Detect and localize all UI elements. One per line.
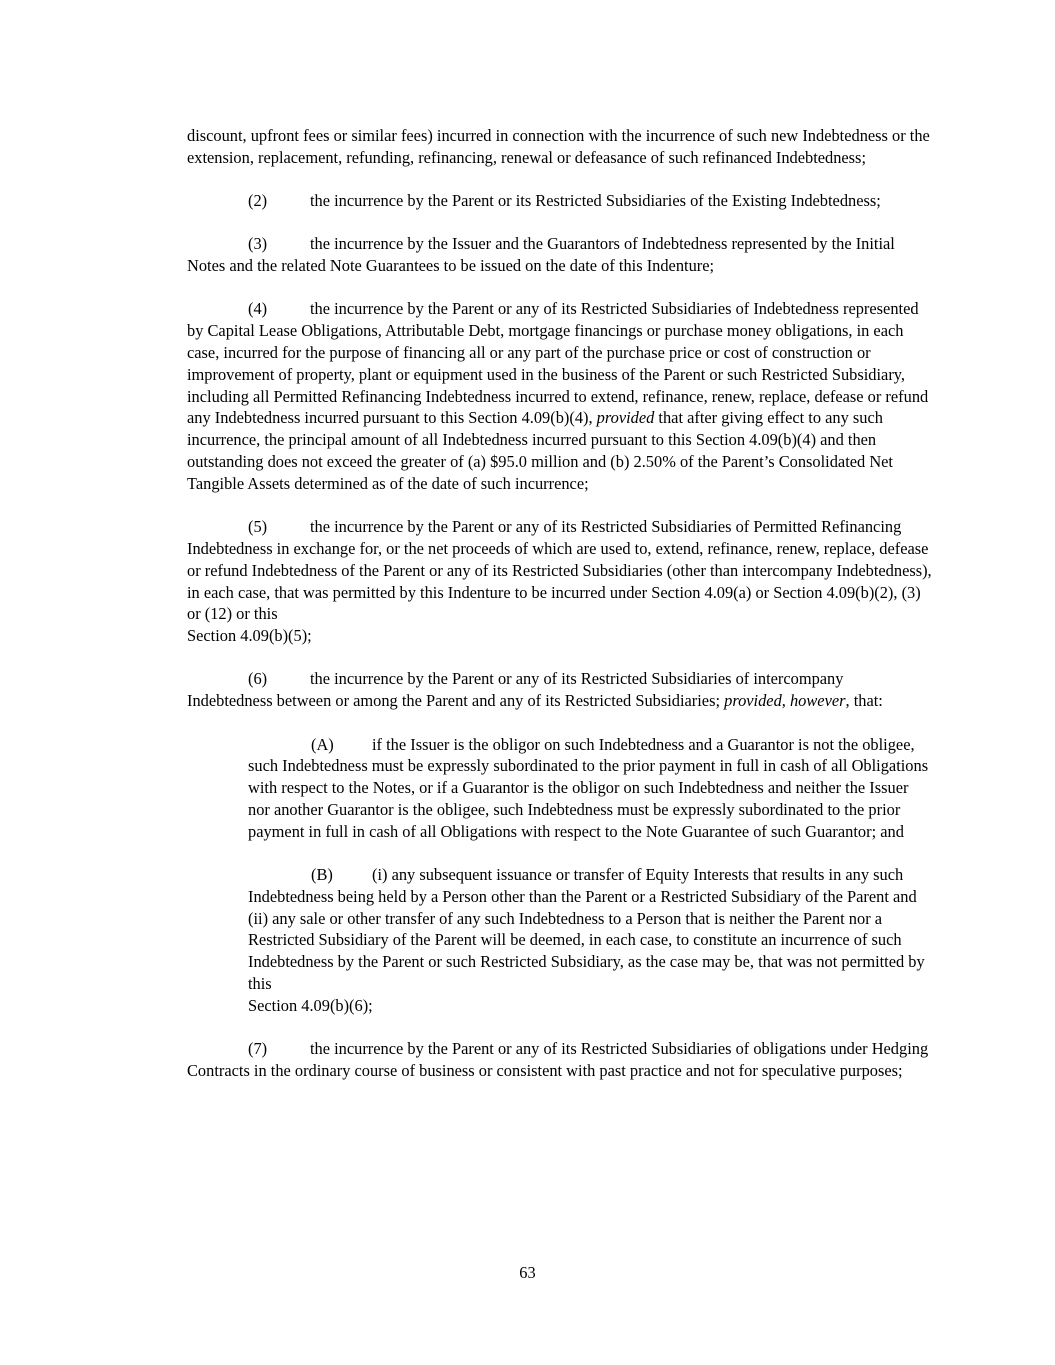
subclause-text: (i) any subsequent issuance or transfer of Equity Interests that results in any such Indebtedness being held by a Person other than the Parent or a Restricted Subsidiary of the Parent and (ii) any sale or other transfer of any such Indebtedness to a Person that is neither the Parent nor a Restricted Subsidiary of the Parent will be deemed, in each case, to constitute an incurrence of such Indebtedness by the Parent or such Restricted Subsidiary, as the case may be, that was not permitted by this xyxy=(248,865,925,993)
clause-number: (7) xyxy=(248,1039,268,1059)
emphasis-however: however xyxy=(789,691,846,711)
subclause-a xyxy=(248,734,933,843)
clause-text-continued: Section 4.09(b)(5); xyxy=(187,626,312,646)
separator: , xyxy=(781,691,790,711)
clause-text: the incurrence by the Parent or any of its Restricted Subsidiaries of intercompany Indebtedness between or among the Parent and any of its Restricted Subsidiaries; xyxy=(187,669,844,711)
subclause-text-continued: Section 4.09(b)(6); xyxy=(248,995,373,1015)
clause-4 xyxy=(187,298,933,494)
clause-number: (5) xyxy=(248,517,268,537)
clause-3 xyxy=(187,233,933,277)
clause-number: (2) xyxy=(248,191,268,211)
clause-text: the incurrence by the Parent or any of its Restricted Subsidiaries of obligations under Hedging Contracts in the ordinary course of business or consistent with past practice and not for speculative purposes; xyxy=(187,1039,929,1080)
clause-text: the incurrence by the Parent or its Restricted Subsidiaries of the Existing Indebtedness; xyxy=(310,191,881,211)
emphasis-provided: provided xyxy=(596,408,655,428)
clause-5 xyxy=(187,516,933,647)
clause-text: the incurrence by the Parent or any of its Restricted Subsidiaries of Permitted Refinancing Indebtedness in exchange for, or the net proceeds of which are used to, extend, refinance, renew, replace, defease or refund Indebtedness of the Parent or any of its Restricted Subsidiaries (other than intercompany Indebtedness), in each case, that was permitted by this Indenture to be incurred under Section 4.09(a) or Section 4.09(b)(2), (3) or (12) or this xyxy=(187,517,932,624)
clause-text: the incurrence by the Parent or any of its Restricted Subsidiaries of Indebtedness represented by Capital Lease Obligations, Attributable Debt, mortgage financings or purchase money obligations, in each case, incurred for the purpose of financing all or any part of the purchase price or cost of construction or improvement of property, plant or equipment used in the business of the Parent or such Restricted Subsidiary, including all Permitted Refinancing Indebtedness incurred to extend, refinance, renew, replace, defease or refund any Indebtedness incurred pursuant to this Section 4.09(b)(4), xyxy=(187,299,929,428)
subclause-number: (A) xyxy=(311,734,334,754)
clause-number: (6) xyxy=(248,669,268,689)
clause-number: (4) xyxy=(248,299,268,319)
clause-text-continued: , that: xyxy=(845,691,883,711)
clause-7 xyxy=(187,1038,933,1082)
subclause-number: (B) xyxy=(311,865,333,885)
clause-2 xyxy=(187,190,933,212)
document-page xyxy=(187,125,933,1103)
page-number: 63 xyxy=(519,1263,536,1282)
clause-number: (3) xyxy=(248,234,268,254)
clause-text: the incurrence by the Issuer and the Guarantors of Indebtedness represented by the Initial Notes and the related Note Guarantees to be issued on the date of this Indenture; xyxy=(187,234,895,276)
subclause-text: if the Issuer is the obligor on such Indebtedness and a Guarantor is not the obligee, such Indebtedness must be expressly subordinated to the prior payment in full in cash of all Obligations with respect to the Notes, or if a Guarantor is the obligor on such Indebtedness and neither the Issuer nor another Guarantor is the obligee, such Indebtedness must be expressly subordinated to the prior payment in full in cash of all Obligations with respect to the Note Guarantee of such Guarantor; and xyxy=(248,734,929,841)
clause-text-continued: that after giving effect to any such incurrence, the principal amount of all Indebtedness incurred pursuant to this Section 4.09(b)(4) and then outstanding does not exceed the greater of (a) $95.0 million and (b) 2.50% of the Parent’s Consolidated Net Tangible Assets determined as of the date of such incurrence; xyxy=(187,408,893,493)
continuation-paragraph: discount, upfront fees or similar fees) incurred in connection with the incurrence of such new Indebtedness or the extension, replacement, refunding, refinancing, renewal or defeasance of such refinanced Indebtedness; xyxy=(187,126,930,167)
subclause-b xyxy=(248,864,933,1017)
emphasis-provided: provided xyxy=(724,691,782,711)
clause-6 xyxy=(187,668,933,712)
